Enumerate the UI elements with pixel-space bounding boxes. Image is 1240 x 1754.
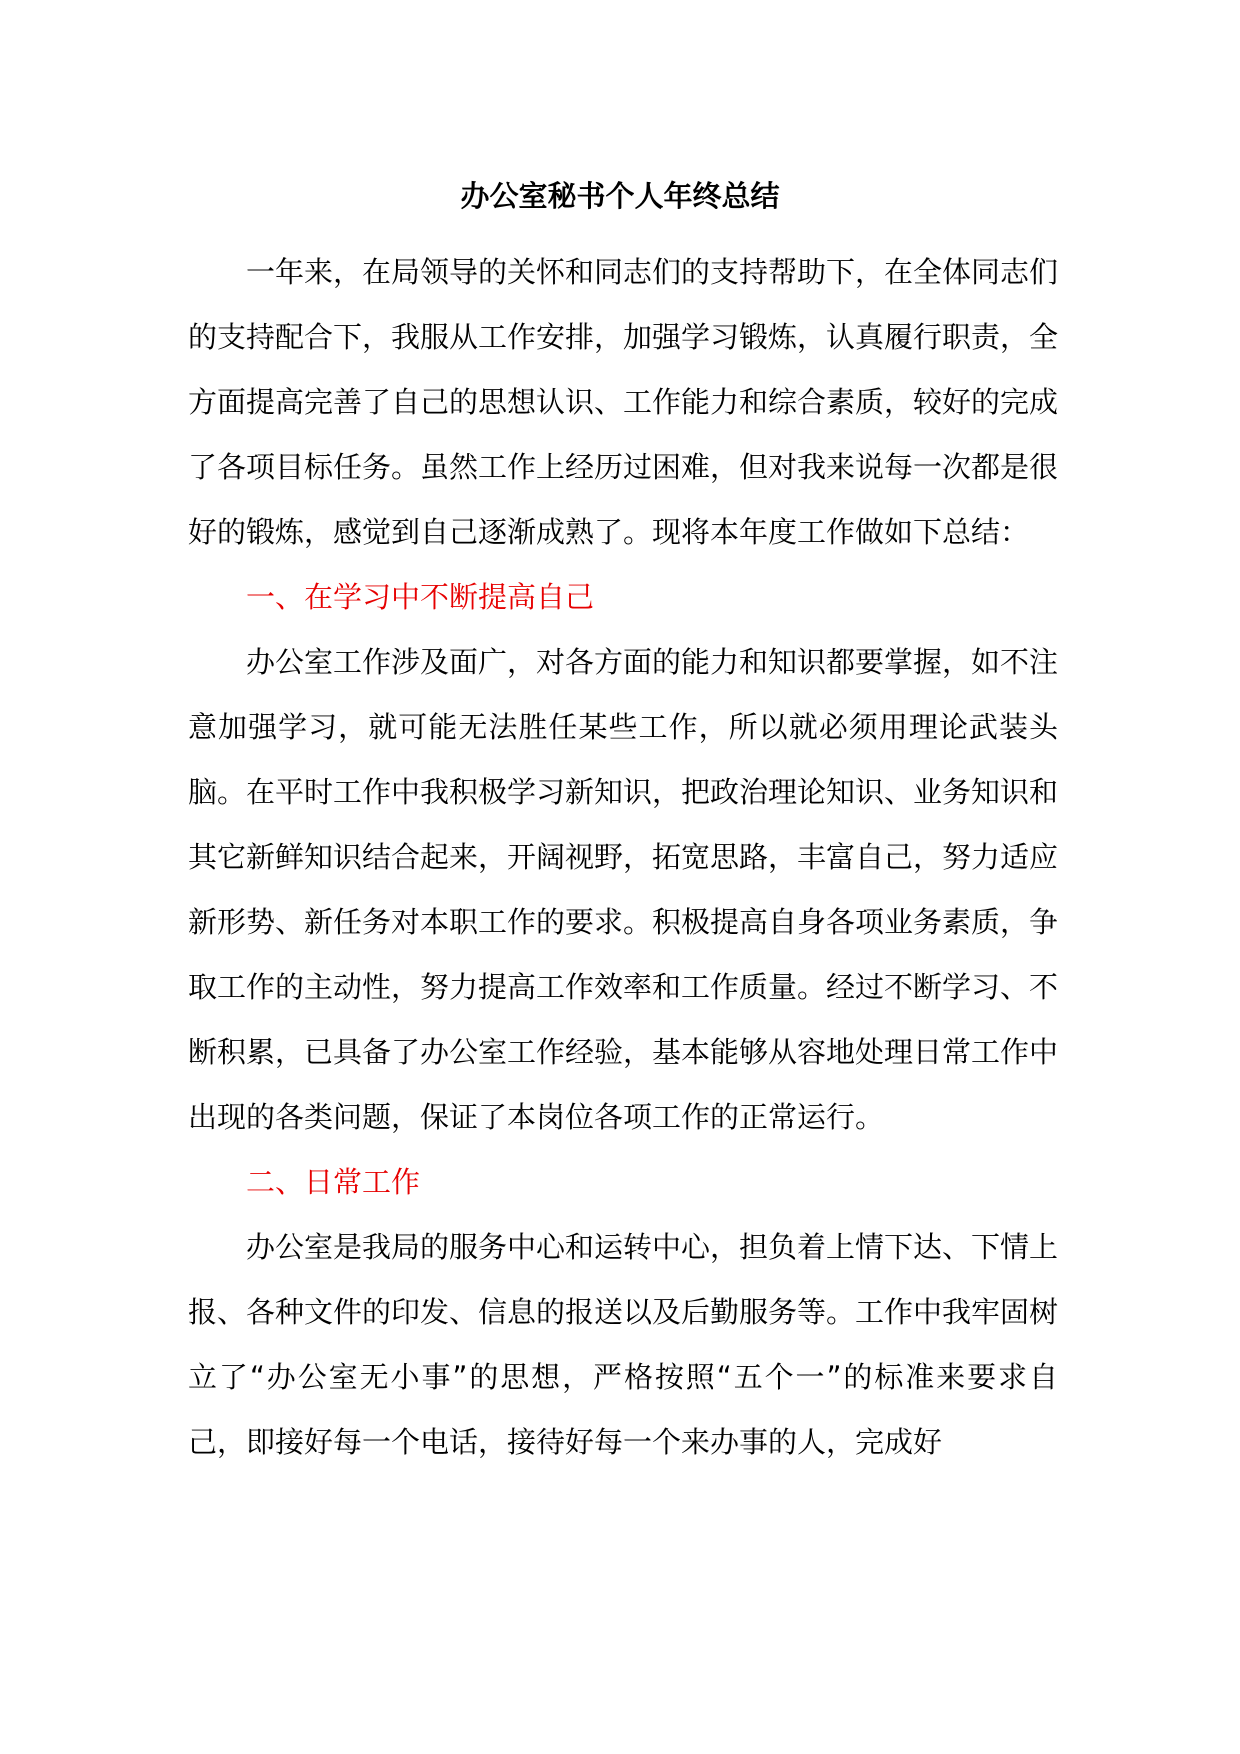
section-1-paragraph: 办公室工作涉及面广，对各方面的能力和知识都要掌握，如不注意加强学习，就可能无法胜任某些工作，所以就必须用理论武装头脑。在平时工作中我积极学习新知识，把政治理论知识、业务知识和其它新鲜知识结合起来，开阔视野，拓宽思路，丰富自己，努力适应新形势、新任务对本职工作的要求。积极提高自身各项业务素质，争取工作的主动性，努力提高工作效率和工作质量。经过不断学习、不断积累，已具备了办公室工作经验，基本能够从容地处理日常工作中出现的各类问题，保证了本岗位各项工作的正常运行。: [188, 645, 1059, 1134]
document-title: 办公室秘书个人年终总结: [460, 179, 780, 213]
section-2-paragraph: 办公室是我局的服务中心和运转中心，担负着上情下达、下情上报、各种文件的印发、信息的报送以及后勤服务等。工作中我牢固树立了“办公室无小事”的思想，严格按照“五个一”的标准来要求自己，即接好每一个电话，接待好每一个来办事的人，完成好: [188, 1230, 1059, 1459]
intro-paragraph: 一年来，在局领导的关怀和同志们的支持帮助下，在全体同志们的支持配合下，我服从工作安排，加强学习锻炼，认真履行职责，全方面提高完善了自己的思想认识、工作能力和综合素质，较好的完成了各项目标任务。虽然工作上经历过困难，但对我来说每一次都是很好的锻炼，感觉到自己逐渐成熟了。现将本年度工作做如下总结：: [188, 255, 1059, 549]
section-heading-2: 二、日常工作: [246, 1165, 421, 1199]
section-heading-1: 一、在学习中不断提高自己: [246, 580, 595, 614]
document-body: [188, 240, 1058, 1475]
